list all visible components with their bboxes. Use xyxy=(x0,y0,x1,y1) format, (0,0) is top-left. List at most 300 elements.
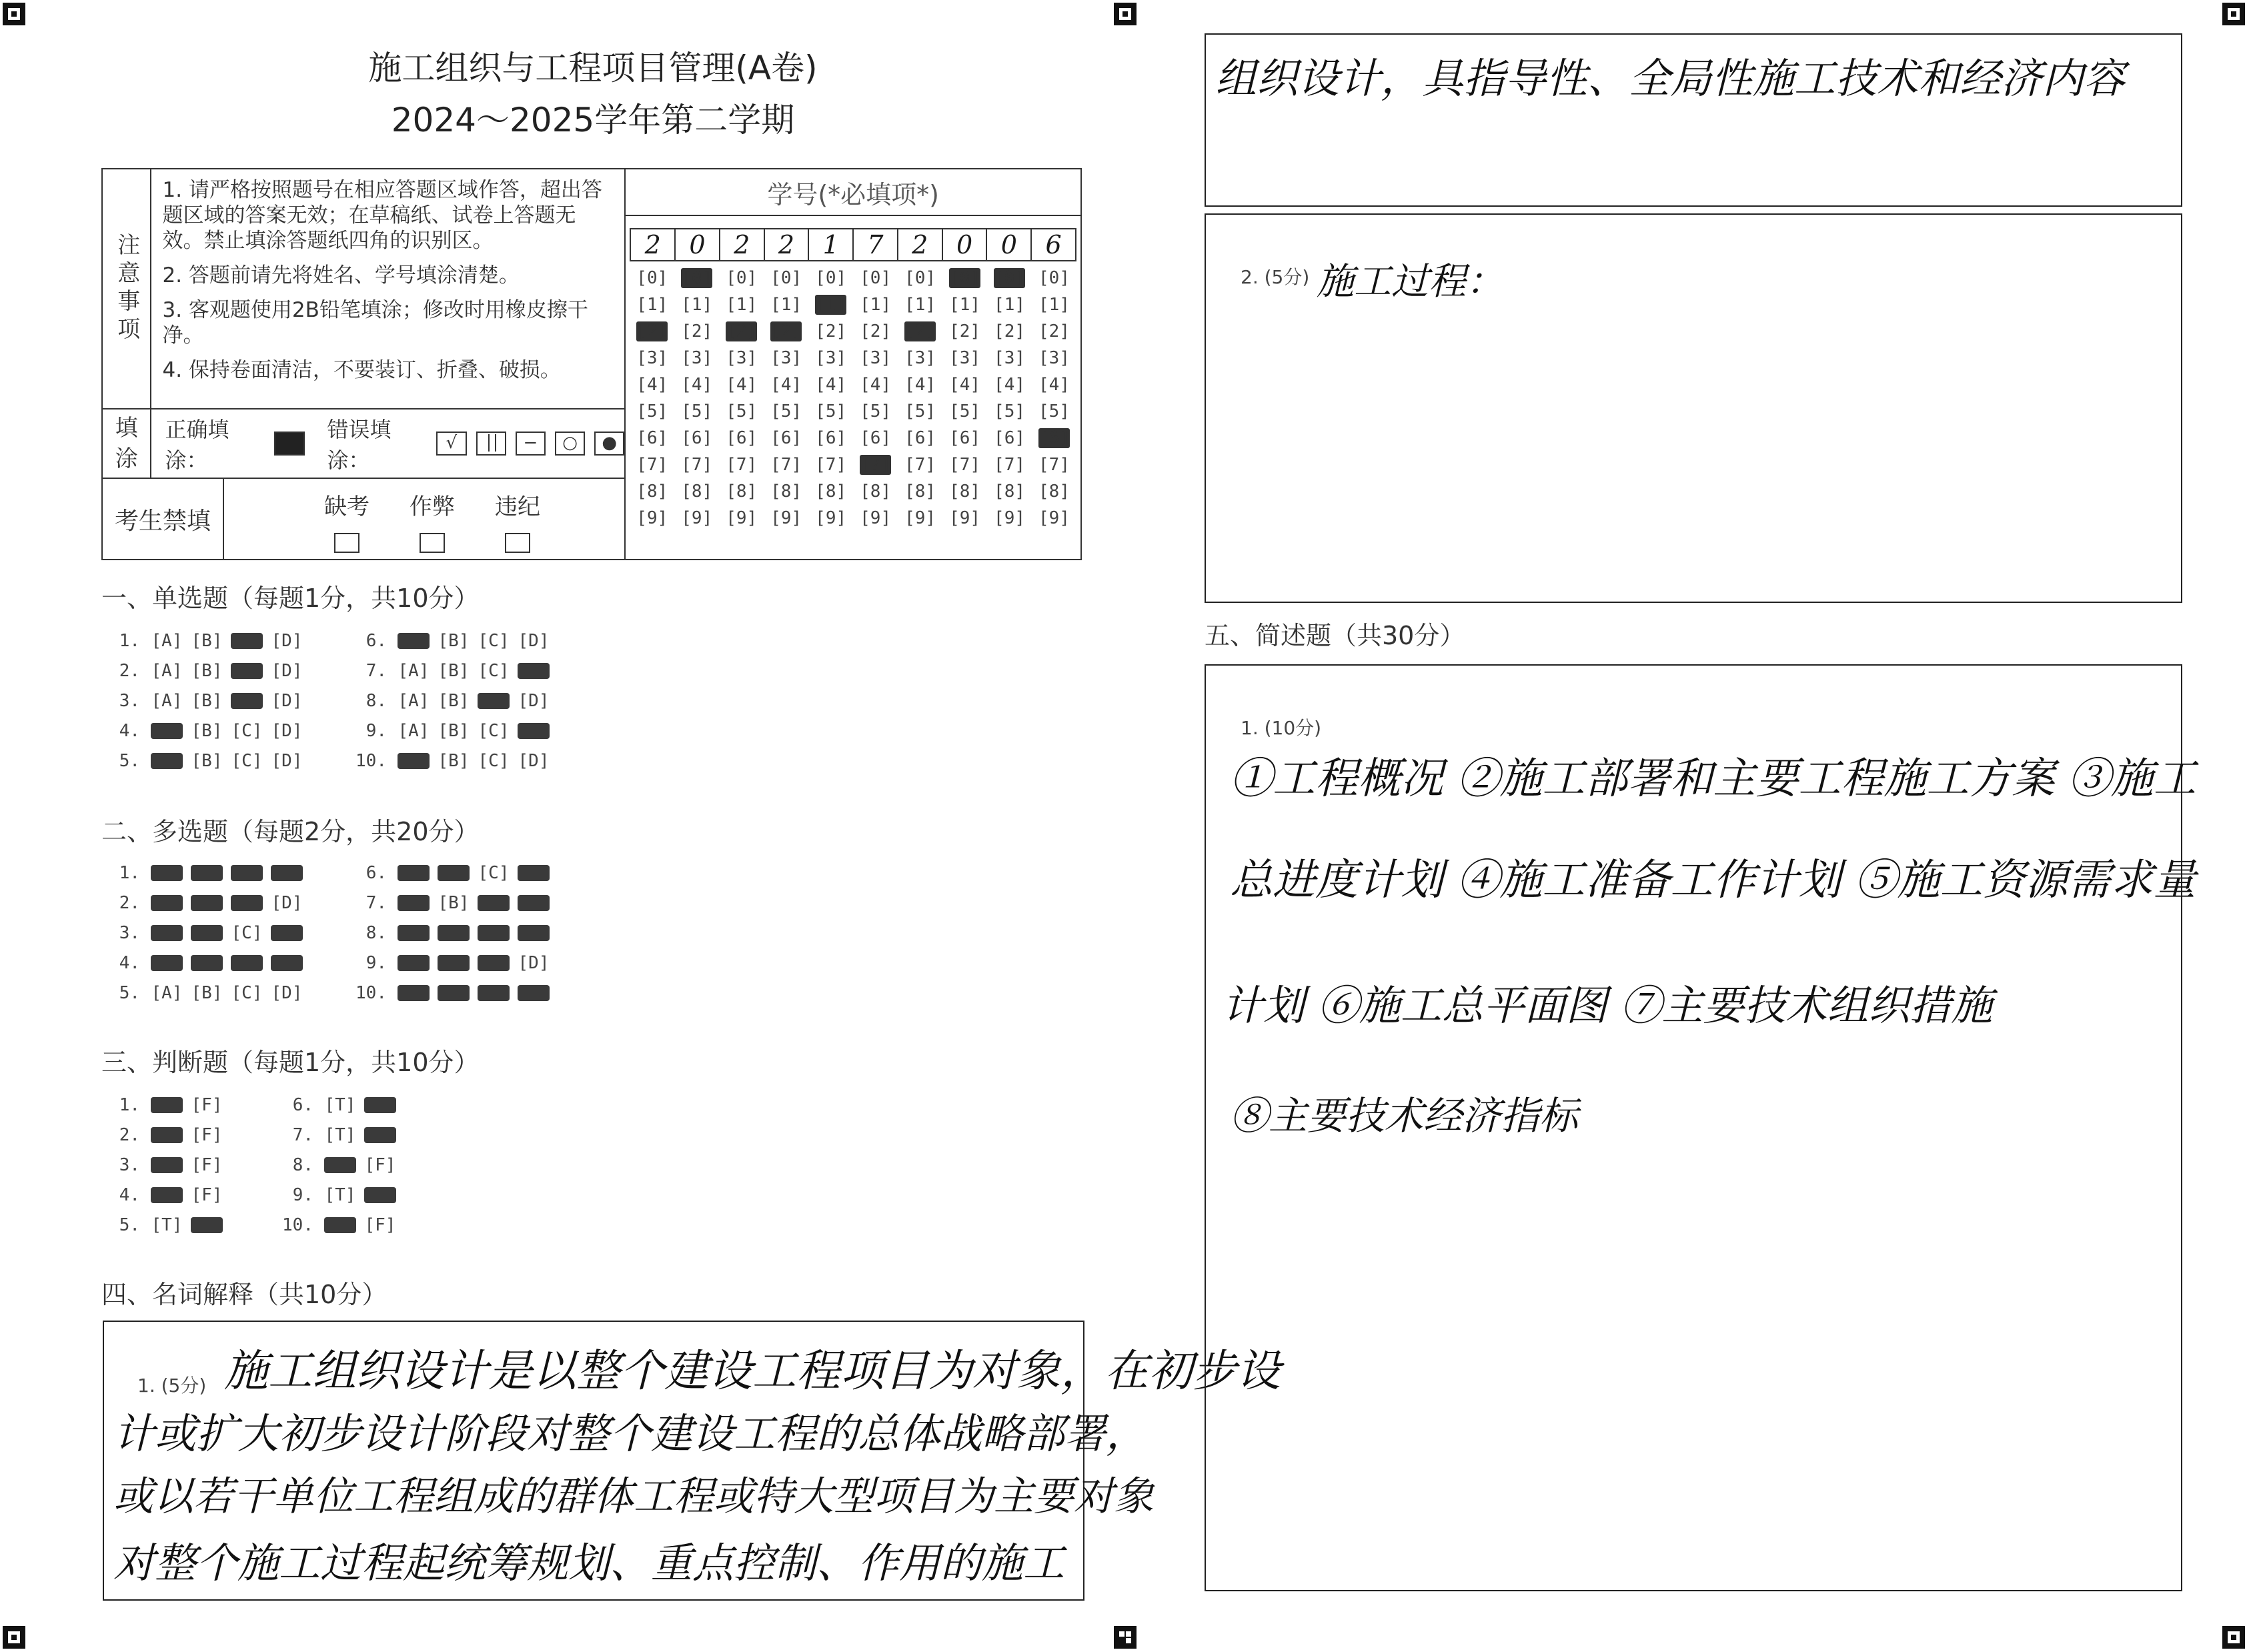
student-id-bubble[interactable]: [2] xyxy=(860,321,892,341)
multi-choice-option-b-filled[interactable] xyxy=(438,925,470,941)
true-false-option-f[interactable]: [F] xyxy=(191,1125,223,1145)
student-id-bubble[interactable]: [7] xyxy=(770,455,802,475)
single-choice-option-b[interactable]: [B] xyxy=(438,721,470,741)
multi-choice-option-d[interactable]: [D] xyxy=(518,953,550,973)
student-id-bubble[interactable]: [7] xyxy=(904,455,936,475)
multi-choice-option-b-filled[interactable] xyxy=(438,955,470,971)
wrong-fill-bar-icon xyxy=(476,432,506,456)
single-choice-option-c-filled[interactable] xyxy=(478,693,510,709)
true-false-option-f-filled[interactable] xyxy=(364,1187,396,1203)
multi-choice-option-a-filled[interactable] xyxy=(398,865,430,881)
student-id-bubble[interactable]: [5] xyxy=(904,401,936,422)
section-single-choice: 一、单选题（每题1分，共10分） xyxy=(101,584,480,613)
student-id-bubble[interactable]: [3] xyxy=(636,348,668,368)
true-false-question-row xyxy=(280,1215,400,1235)
true-false-option-f[interactable]: [F] xyxy=(191,1095,223,1115)
student-id-bubble[interactable]: [1] xyxy=(681,295,713,315)
fill-label: 填涂 xyxy=(102,409,151,478)
student-id-bubble[interactable]: [6] xyxy=(994,428,1026,448)
multi-choice-question-number: 1. xyxy=(119,863,140,883)
single-choice-question-number: 3. xyxy=(119,691,140,711)
multi-choice-option-d-filled[interactable] xyxy=(271,865,303,881)
student-id-bubble[interactable]: [0] xyxy=(815,268,847,288)
student-id-digit-cell: 7 xyxy=(854,229,898,260)
student-id-heading: 学号(*必填项*) xyxy=(626,169,1080,216)
multi-choice-option-d-filled[interactable] xyxy=(518,865,550,881)
student-id-bubble[interactable]: [6] xyxy=(949,428,981,448)
student-id-digit-cell: 6 xyxy=(1045,230,1062,259)
multi-choice-option-a[interactable]: [A] xyxy=(151,983,183,1003)
student-id-bubble[interactable]: [2] xyxy=(815,321,847,341)
student-id-bubble[interactable]: [9] xyxy=(636,508,668,528)
single-choice-option-d[interactable]: [D] xyxy=(518,691,550,711)
single-choice-option-a[interactable]: [A] xyxy=(151,631,183,651)
true-false-option-f[interactable]: [F] xyxy=(191,1155,223,1175)
student-id-bubble[interactable]: [4] xyxy=(994,375,1026,395)
q5-1-handwriting-line: ①工程概况 ②施工部署和主要工程施工方案 ③施工 xyxy=(1230,754,2196,804)
section-multi-choice: 二、多选题（每题2分，共20分） xyxy=(101,817,480,846)
student-id-bubble[interactable]: [8] xyxy=(860,482,892,502)
multi-choice-option-a-filled[interactable] xyxy=(151,955,183,971)
single-choice-option-d[interactable]: [D] xyxy=(271,631,303,651)
student-id-bubble[interactable]: [8] xyxy=(681,482,713,502)
single-choice-option-d[interactable]: [D] xyxy=(271,691,303,711)
multi-choice-option-b-filled[interactable] xyxy=(191,865,223,881)
wrong-fill-circle-icon: ○ xyxy=(555,432,585,456)
student-id-bubble[interactable]: [8] xyxy=(904,482,936,502)
student-id-bubble[interactable]: [1] xyxy=(1038,295,1070,315)
true-false-question-row xyxy=(107,1095,227,1115)
single-choice-question-row xyxy=(107,721,307,741)
exam-term: 2024～2025学年第二学期 xyxy=(391,101,795,139)
true-false-option-f[interactable]: [F] xyxy=(191,1185,223,1205)
student-id-bubble[interactable]: [3] xyxy=(815,348,847,368)
single-choice-option-d[interactable]: [D] xyxy=(518,631,550,651)
exam-title: 施工组织与工程项目管理(A卷) xyxy=(368,49,818,87)
student-id-bubble[interactable]: [6] xyxy=(726,428,758,448)
single-choice-option-b[interactable]: [B] xyxy=(191,631,223,651)
multi-choice-option-a-filled[interactable] xyxy=(398,895,430,911)
multi-choice-option-d[interactable]: [D] xyxy=(271,983,303,1003)
student-id-bubble[interactable]: [0] xyxy=(860,268,892,288)
single-choice-option-a[interactable]: [A] xyxy=(151,691,183,711)
multi-choice-option-d-filled[interactable] xyxy=(271,925,303,941)
true-false-question-number: 6. xyxy=(292,1095,313,1115)
student-id-bubble[interactable]: [6] xyxy=(681,428,713,448)
single-choice-option-a-filled[interactable] xyxy=(151,753,183,769)
multi-choice-question-row xyxy=(353,983,554,1003)
true-false-option-f[interactable]: [F] xyxy=(364,1215,396,1235)
single-choice-question-row xyxy=(353,691,554,711)
multi-choice-question-row xyxy=(107,953,307,973)
single-choice-option-c[interactable]: [C] xyxy=(478,631,510,651)
single-choice-option-a-filled[interactable] xyxy=(398,633,430,649)
single-choice-question-row xyxy=(107,661,307,681)
true-false-question-row xyxy=(280,1185,400,1205)
student-id-bubble[interactable]: [6] xyxy=(636,428,668,448)
student-id-bubble[interactable]: [6] xyxy=(904,428,936,448)
multi-choice-option-c-filled[interactable] xyxy=(478,925,510,941)
multi-choice-option-b-filled[interactable] xyxy=(438,985,470,1001)
multi-choice-option-c[interactable]: [C] xyxy=(231,983,263,1003)
correct-fill-swatch xyxy=(274,432,304,456)
q4-1-handwriting-line: 计或扩大初步设计阶段对整个建设工程的总体战略部署， xyxy=(113,1409,1148,1458)
student-id-bubble[interactable]: [8] xyxy=(770,482,802,502)
student-id-bubble[interactable]: [8] xyxy=(1038,482,1070,502)
wrong-fill-dash-icon: − xyxy=(516,432,546,456)
single-choice-question-number: 2. xyxy=(119,661,140,681)
multi-choice-option-b[interactable]: [B] xyxy=(438,893,470,913)
single-choice-option-a-filled[interactable] xyxy=(398,753,430,769)
single-choice-option-b[interactable]: [B] xyxy=(438,691,470,711)
multi-choice-question-number: 8. xyxy=(365,923,387,943)
true-false-option-f-filled[interactable] xyxy=(191,1217,223,1233)
multi-choice-option-b-filled[interactable] xyxy=(191,895,223,911)
section-term-explain: 四、名词解释（共10分） xyxy=(101,1280,388,1309)
single-choice-option-c[interactable]: [C] xyxy=(478,751,510,771)
student-id-bubble[interactable]: [8] xyxy=(726,482,758,502)
multi-choice-question-number: 4. xyxy=(119,953,140,973)
violation-item: 违纪 xyxy=(495,488,540,559)
multi-choice-option-c[interactable]: [C] xyxy=(478,863,510,883)
true-false-option-t[interactable]: [T] xyxy=(324,1185,356,1205)
true-false-question-number: 10. xyxy=(282,1215,313,1235)
student-id-bubble[interactable]: [6] xyxy=(860,428,892,448)
true-false-option-t[interactable]: [T] xyxy=(151,1215,183,1235)
student-id-bubble-filled[interactable]: [2] xyxy=(636,321,668,341)
multi-choice-option-a-filled[interactable] xyxy=(151,925,183,941)
student-id-bubble[interactable]: [9] xyxy=(770,508,802,528)
student-id-bubble[interactable]: [2] xyxy=(681,321,713,341)
multi-choice-option-a-filled[interactable] xyxy=(398,955,430,971)
student-id-bubble[interactable]: [5] xyxy=(681,401,713,422)
student-id-bubble[interactable]: [4] xyxy=(770,375,802,395)
student-id-bubble[interactable]: [7] xyxy=(681,455,713,475)
student-id-bubble[interactable]: [9] xyxy=(681,508,713,528)
single-choice-question-row xyxy=(107,751,307,771)
multi-choice-option-d[interactable]: [D] xyxy=(271,893,303,913)
true-false-option-t-filled[interactable] xyxy=(151,1157,183,1173)
single-choice-option-b[interactable]: [B] xyxy=(191,691,223,711)
student-id-bubble-filled[interactable]: [0] xyxy=(681,268,713,288)
single-choice-option-d-filled[interactable] xyxy=(518,663,550,679)
single-choice-question-number: 9. xyxy=(365,721,387,741)
student-id-bubble[interactable]: [5] xyxy=(726,401,758,422)
student-id-bubble-filled[interactable]: [0] xyxy=(994,268,1026,288)
student-id-bubble[interactable]: [3] xyxy=(860,348,892,368)
multi-choice-option-c-filled[interactable] xyxy=(478,985,510,1001)
student-id-bubble[interactable]: [4] xyxy=(681,375,713,395)
cheating-checkbox[interactable] xyxy=(420,533,445,553)
student-id-bubble[interactable]: [5] xyxy=(949,401,981,422)
single-choice-question-row xyxy=(107,631,307,651)
multi-choice-option-d-filled[interactable] xyxy=(518,985,550,1001)
cheating-item: 作弊 xyxy=(410,488,455,559)
multi-choice-question-row xyxy=(353,863,554,883)
student-id-digit-cell: 2 xyxy=(765,229,810,260)
student-id-bubble[interactable]: [7] xyxy=(994,455,1026,475)
student-id-bubble[interactable]: [3] xyxy=(904,348,936,368)
multi-choice-option-c[interactable]: [C] xyxy=(231,923,263,943)
student-id-bubble-filled[interactable]: [7] xyxy=(860,455,892,475)
multi-choice-option-a-filled[interactable] xyxy=(398,925,430,941)
student-id-panel xyxy=(625,169,1081,560)
single-choice-option-b[interactable]: [B] xyxy=(438,751,470,771)
multi-choice-question-row xyxy=(353,893,554,913)
true-false-option-f-filled[interactable] xyxy=(364,1097,396,1113)
student-id-bubble[interactable]: [0] xyxy=(770,268,802,288)
student-id-digit-cell: 0 xyxy=(676,229,720,260)
multi-choice-option-b[interactable]: [B] xyxy=(191,983,223,1003)
student-id-bubble[interactable]: [1] xyxy=(994,295,1026,315)
student-id-bubble[interactable]: [1] xyxy=(726,295,758,315)
multi-choice-option-b-filled[interactable] xyxy=(191,955,223,971)
true-false-option-f[interactable]: [F] xyxy=(364,1155,396,1175)
student-id-bubble[interactable]: [1] xyxy=(636,295,668,315)
single-choice-option-a[interactable]: [A] xyxy=(398,661,430,681)
multi-choice-option-a-filled[interactable] xyxy=(151,865,183,881)
student-id-bubble[interactable]: [7] xyxy=(949,455,981,475)
single-choice-option-b[interactable]: [B] xyxy=(438,631,470,651)
student-id-bubble[interactable]: [3] xyxy=(726,348,758,368)
multi-choice-question-row xyxy=(107,923,307,943)
student-id-bubble[interactable]: [9] xyxy=(1038,508,1070,528)
student-id-digit-cell: 0 xyxy=(943,229,988,260)
single-choice-option-d[interactable]: [D] xyxy=(518,751,550,771)
student-id-bubble[interactable]: [9] xyxy=(726,508,758,528)
student-id-bubble[interactable]: [3] xyxy=(1038,348,1070,368)
corner-marker-top-center xyxy=(1114,3,1137,25)
student-id-bubble[interactable]: [4] xyxy=(1038,375,1070,395)
single-choice-question-row xyxy=(353,631,554,651)
student-id-bubble[interactable]: [0] xyxy=(1038,268,1070,288)
single-choice-option-c-filled[interactable] xyxy=(231,693,263,709)
multi-choice-question-number: 7. xyxy=(365,893,387,913)
single-choice-question-number: 10. xyxy=(355,751,387,771)
student-id-bubble[interactable]: [4] xyxy=(726,375,758,395)
student-id-bubble[interactable]: [5] xyxy=(1038,401,1070,422)
single-choice-option-a[interactable]: [A] xyxy=(398,691,430,711)
term-explain-q2-box[interactable] xyxy=(1205,213,2182,603)
student-id-bubble[interactable]: [4] xyxy=(636,375,668,395)
student-id-bubble-filled[interactable]: [1] xyxy=(815,295,847,315)
true-false-option-t-filled[interactable] xyxy=(151,1127,183,1143)
notices-label: 注意事项 xyxy=(102,169,151,409)
student-id-bubble[interactable]: [4] xyxy=(904,375,936,395)
notice-item: 3. 客观题使用2B铅笔填涂；修改时用橡皮擦干净。 xyxy=(162,298,588,347)
single-choice-option-d-filled[interactable] xyxy=(518,723,550,739)
multi-choice-option-c-filled[interactable] xyxy=(231,955,263,971)
student-id-bubble[interactable]: [7] xyxy=(815,455,847,475)
multi-choice-question-row xyxy=(353,953,554,973)
student-id-bubble[interactable]: [0] xyxy=(636,268,668,288)
multi-choice-question-number: 10. xyxy=(355,983,387,1003)
true-false-question-row xyxy=(107,1215,227,1235)
student-id-bubble[interactable]: [7] xyxy=(726,455,758,475)
single-choice-option-d[interactable]: [D] xyxy=(271,661,303,681)
student-id-bubble[interactable]: [9] xyxy=(860,508,892,528)
student-id-bubble-filled[interactable]: [2] xyxy=(770,321,802,341)
student-id-bubble[interactable]: [1] xyxy=(949,295,981,315)
student-id-bubble[interactable]: [1] xyxy=(904,295,936,315)
student-id-bubble[interactable]: [5] xyxy=(636,401,668,422)
student-id-bubble[interactable]: [5] xyxy=(860,401,892,422)
student-id-bubble-filled[interactable]: [6] xyxy=(1038,428,1070,448)
term-explain-continuation-box[interactable] xyxy=(1205,33,2182,207)
q5-1-label: 1. (10分) xyxy=(1241,717,1322,739)
true-false-option-t-filled[interactable] xyxy=(151,1097,183,1113)
single-choice-option-d[interactable]: [D] xyxy=(271,751,303,771)
student-id-bubble[interactable]: [8] xyxy=(994,482,1026,502)
true-false-question-number: 3. xyxy=(119,1155,140,1175)
notice-item: 2. 答题前请先将姓名、学号填涂清楚。 xyxy=(162,263,520,287)
forbid-label: 考生禁填 xyxy=(103,479,224,559)
true-false-question-row xyxy=(107,1125,227,1145)
student-id-bubble[interactable]: [9] xyxy=(994,508,1026,528)
q4-1-handwriting-line: 对整个施工过程起统筹规划、重点控制、作用的施工 xyxy=(113,1539,1065,1587)
single-choice-question-number: 8. xyxy=(365,691,387,711)
q5-1-handwriting-line: ⑧主要技术经济指标 xyxy=(1230,1093,1579,1138)
true-false-option-t[interactable]: [T] xyxy=(324,1125,356,1145)
student-id-digit-cell: 2 xyxy=(898,229,943,260)
absent-checkbox[interactable] xyxy=(334,533,359,553)
true-false-option-t-filled[interactable] xyxy=(151,1187,183,1203)
single-choice-question-number: 6. xyxy=(365,631,387,651)
multi-choice-question-number: 3. xyxy=(119,923,140,943)
q4-1-label: 1. (5分) xyxy=(137,1375,207,1397)
multi-choice-option-b-filled[interactable] xyxy=(438,865,470,881)
corner-marker-top-left xyxy=(3,3,25,25)
true-false-option-t-filled[interactable] xyxy=(324,1157,356,1173)
true-false-option-f-filled[interactable] xyxy=(364,1127,396,1143)
single-choice-question-number: 4. xyxy=(119,721,140,741)
corner-marker-bottom-right xyxy=(2222,1626,2245,1649)
student-id-bubble[interactable]: [7] xyxy=(636,455,668,475)
true-false-question-row xyxy=(107,1155,227,1175)
student-id-bubble[interactable]: [8] xyxy=(815,482,847,502)
student-id-bubble[interactable]: [2] xyxy=(994,321,1026,341)
corner-marker-bottom-center xyxy=(1114,1626,1137,1649)
multi-choice-option-a-filled[interactable] xyxy=(151,895,183,911)
student-id-bubble[interactable]: [3] xyxy=(994,348,1026,368)
single-choice-option-c[interactable]: [C] xyxy=(478,661,510,681)
single-choice-question-row xyxy=(353,661,554,681)
student-id-bubble[interactable]: [8] xyxy=(949,482,981,502)
student-id-bubble[interactable]: [7] xyxy=(1038,455,1070,475)
single-choice-option-c[interactable]: [C] xyxy=(231,721,263,741)
multi-choice-option-d-filled[interactable] xyxy=(518,895,550,911)
student-id-bubble[interactable]: [4] xyxy=(815,375,847,395)
multi-choice-option-b-filled[interactable] xyxy=(191,925,223,941)
student-id-bubble[interactable]: [4] xyxy=(860,375,892,395)
true-false-question-number: 7. xyxy=(292,1125,313,1145)
student-id-bubbles xyxy=(630,267,1076,530)
fill-wrong-label: 错误填涂： xyxy=(327,417,392,473)
true-false-question-row xyxy=(107,1185,227,1205)
violation-checkbox[interactable] xyxy=(505,533,530,553)
notices-list xyxy=(151,169,625,409)
single-choice-option-c[interactable]: [C] xyxy=(231,751,263,771)
multi-choice-option-c-filled[interactable] xyxy=(231,895,263,911)
student-id-bubble[interactable]: [4] xyxy=(949,375,981,395)
student-id-bubble[interactable]: [3] xyxy=(770,348,802,368)
true-false-question-number: 4. xyxy=(119,1185,140,1205)
single-choice-option-c-filled[interactable] xyxy=(231,633,263,649)
multi-choice-option-c-filled[interactable] xyxy=(478,895,510,911)
q4-1-handwriting-line: 或以若干单位工程组成的群体工程或特大型项目为主要对象 xyxy=(113,1473,1154,1520)
true-false-option-t-filled[interactable] xyxy=(324,1217,356,1233)
header-info-table xyxy=(101,168,1082,560)
student-id-digit-cell: 1 xyxy=(809,229,854,260)
student-id-bubble[interactable]: [3] xyxy=(949,348,981,368)
student-id-bubble[interactable]: [6] xyxy=(770,428,802,448)
multi-choice-question-number: 2. xyxy=(119,893,140,913)
single-choice-option-b[interactable]: [B] xyxy=(191,721,223,741)
student-id-bubble[interactable]: [1] xyxy=(770,295,802,315)
single-choice-option-c-filled[interactable] xyxy=(231,663,263,679)
student-id-bubble[interactable]: [3] xyxy=(681,348,713,368)
student-id-bubble-filled[interactable]: [2] xyxy=(726,321,758,341)
student-id-bubble[interactable]: [9] xyxy=(815,508,847,528)
student-id-bubble[interactable]: [0] xyxy=(726,268,758,288)
true-false-question-row xyxy=(280,1125,400,1145)
single-choice-question-number: 7. xyxy=(365,661,387,681)
single-choice-question-number: 5. xyxy=(119,751,140,771)
single-choice-question-number: 1. xyxy=(119,631,140,651)
wrong-fill-check-icon: √ xyxy=(436,432,466,456)
student-id-bubble-filled[interactable]: [2] xyxy=(904,321,936,341)
single-choice-option-b[interactable]: [B] xyxy=(438,661,470,681)
multi-choice-option-d-filled[interactable] xyxy=(518,925,550,941)
student-id-bubble[interactable]: [2] xyxy=(949,321,981,341)
student-id-bubble-filled[interactable]: [0] xyxy=(949,268,981,288)
single-choice-option-b[interactable]: [B] xyxy=(191,661,223,681)
student-id-bubble[interactable]: [8] xyxy=(636,482,668,502)
single-choice-option-c[interactable]: [C] xyxy=(478,721,510,741)
single-choice-option-a[interactable]: [A] xyxy=(151,661,183,681)
q4-1-handwriting-line: 施工组织设计是以整个建设工程项目为对象，在初步设 xyxy=(224,1345,1281,1397)
student-id-bubble[interactable]: [0] xyxy=(904,268,936,288)
student-id-bubble[interactable]: [5] xyxy=(770,401,802,422)
student-id-bubble[interactable]: [2] xyxy=(1038,321,1070,341)
true-false-option-t[interactable]: [T] xyxy=(324,1095,356,1115)
term-explain-answer-box[interactable] xyxy=(103,1321,1281,1601)
multi-choice-question-row xyxy=(107,893,307,913)
q4-2-label: 2. (5分) xyxy=(1241,266,1310,288)
multi-choice-option-c-filled[interactable] xyxy=(478,955,510,971)
student-id-bubble[interactable]: [6] xyxy=(815,428,847,448)
single-choice-option-a[interactable]: [A] xyxy=(398,721,430,741)
student-id-bubble[interactable]: [5] xyxy=(815,401,847,422)
single-choice-option-d[interactable]: [D] xyxy=(271,721,303,741)
student-id-bubble[interactable]: [9] xyxy=(904,508,936,528)
true-false-question-number: 2. xyxy=(119,1125,140,1145)
q4-1-continuation-text: 组织设计，具指导性、全局性施工技术和经济内容 xyxy=(1215,54,2126,103)
multi-choice-option-c-filled[interactable] xyxy=(231,865,263,881)
student-id-bubble[interactable]: [9] xyxy=(949,508,981,528)
multi-choice-option-d-filled[interactable] xyxy=(271,955,303,971)
multi-choice-question-row xyxy=(107,863,307,883)
student-id-bubble[interactable]: [1] xyxy=(860,295,892,315)
true-false-question-number: 1. xyxy=(119,1095,140,1115)
multi-choice-question-number: 5. xyxy=(119,983,140,1003)
multi-choice-option-a-filled[interactable] xyxy=(398,985,430,1001)
single-choice-option-a-filled[interactable] xyxy=(151,723,183,739)
single-choice-option-b[interactable]: [B] xyxy=(191,751,223,771)
short-answer-box[interactable] xyxy=(1205,664,2196,1591)
student-id-bubble[interactable]: [5] xyxy=(994,401,1026,422)
q5-1-handwriting-line: 计划 ⑥施工总平面图 ⑦主要技术组织措施 xyxy=(1222,981,1993,1030)
